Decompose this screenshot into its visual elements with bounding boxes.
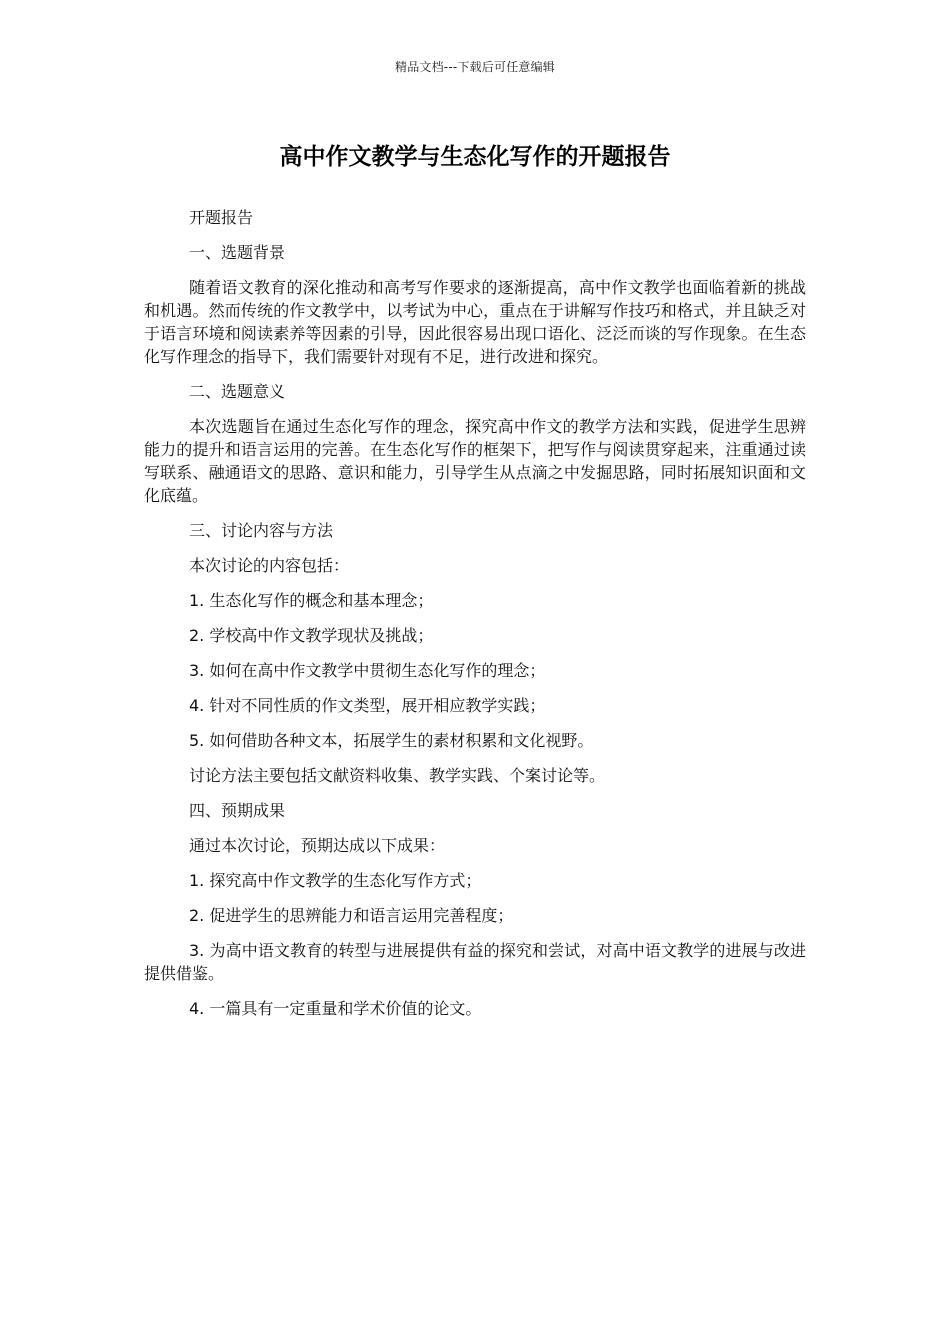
list-item: 1. 探究高中作文教学的生态化写作方式； bbox=[189, 871, 482, 890]
paragraph-significance: 本次选题旨在通过生态化写作的理念，探究高中作文的教学方法和实践，促进学生思辨能力的提升和语言运用的完善。在生态化写作的框架下，把写作与阅读贯穿起来，注重通过读写联系、融通语文的思路、意识和能力，引导学生从点滴之中发掘思路，同时拓展知识面和文化底蕴。 bbox=[144, 417, 806, 505]
paragraph-method: 讨论方法主要包括文献资料收集、教学实践、个案讨论等。 bbox=[189, 766, 606, 785]
list-item: 2. 学校高中作文教学现状及挑战； bbox=[189, 626, 434, 645]
list-item: 4. 针对不同性质的作文类型，展开相应教学实践； bbox=[189, 696, 546, 715]
list-item: 3. 为高中语文教育的转型与进展提供有益的探究和尝试，对高中语文教学的进展与改进提供借鉴。 bbox=[144, 941, 806, 983]
list-item: 1. 生态化写作的概念和基本理念； bbox=[189, 591, 434, 610]
document-body bbox=[144, 206, 806, 1032]
section-heading-content-method: 三、讨论内容与方法 bbox=[189, 521, 334, 540]
section-heading-significance: 二、选题意义 bbox=[189, 382, 286, 401]
list-item: 5. 如何借助各种文本，拓展学生的素材积累和文化视野。 bbox=[189, 731, 594, 750]
paragraph-content-intro: 本次讨论的内容包括： bbox=[189, 556, 350, 575]
section-heading-background: 一、选题背景 bbox=[189, 243, 286, 262]
list-item: 2. 促进学生的思辨能力和语言运用完善程度； bbox=[189, 906, 514, 925]
paragraph-background: 随着语文教育的深化推动和高考写作要求的逐渐提高，高中作文教学也面临着新的挑战和机遇。然而传统的作文教学中，以考试为中心，重点在于讲解写作技巧和格式，并且缺乏对于语言环境和阅读素养等因素的引导，因此很容易出现口语化、泛泛而谈的写作现象。在生态化写作理念的指导下，我们需要针对现有不足，进行改进和探究。 bbox=[144, 278, 806, 366]
list-item: 3. 如何在高中作文教学中贯彻生态化写作的理念； bbox=[189, 661, 546, 680]
document-title: 高中作文教学与生态化写作的开题报告 bbox=[279, 144, 671, 170]
section-heading-outcomes: 四、预期成果 bbox=[189, 801, 286, 820]
paragraph-outcomes-intro: 通过本次讨论，预期达成以下成果： bbox=[189, 836, 446, 855]
list-item: 4. 一篇具有一定重量和学术价值的论文。 bbox=[189, 999, 482, 1018]
header-note: 精品文档---下载后可任意编辑 bbox=[395, 60, 555, 74]
paragraph-report-label: 开题报告 bbox=[189, 208, 254, 227]
